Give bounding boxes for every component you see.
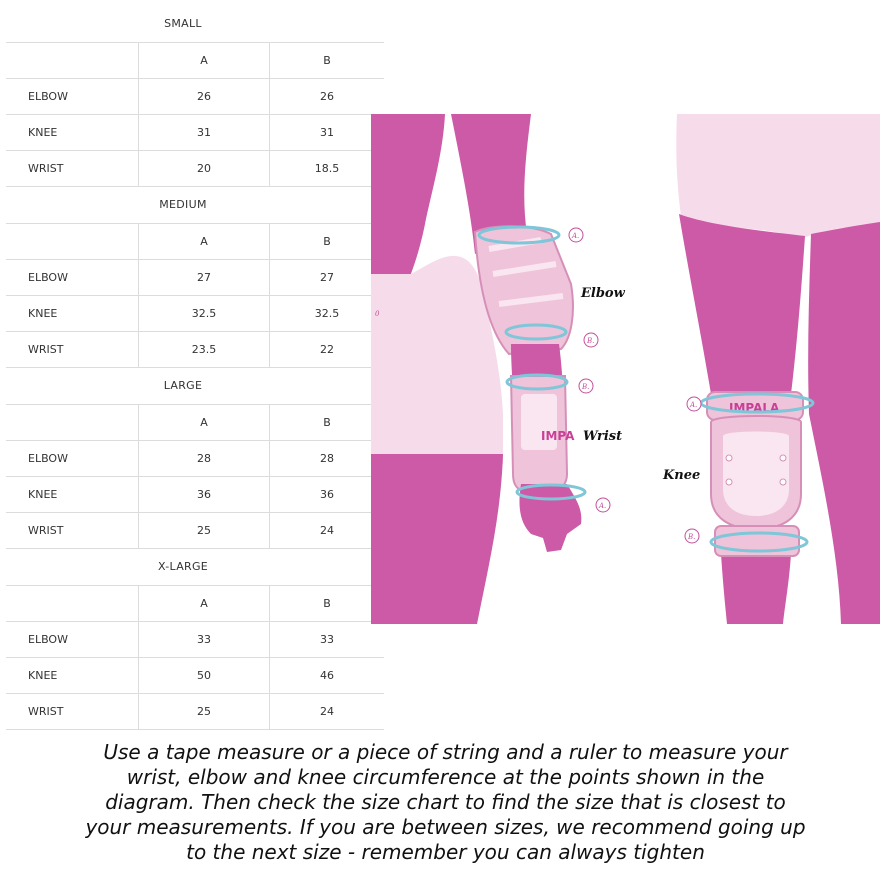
table-row [6, 79, 384, 115]
table-row [6, 622, 384, 658]
value-b: 31 [270, 115, 385, 151]
row-label: ELBOW [6, 622, 139, 658]
value-b: 24 [270, 694, 385, 730]
instruction-line: diagram. Then check the size chart to find the size that is closest to [105, 790, 786, 814]
value-a: 26 [139, 79, 270, 115]
column-header-b: B [270, 43, 385, 79]
size-block-small [6, 6, 360, 187]
row-label: KNEE [6, 115, 139, 151]
size-title: MEDIUM [159, 198, 207, 211]
row-label: ELBOW [6, 441, 139, 477]
svg-text:B.: B. [582, 383, 590, 391]
table-cell [6, 405, 139, 441]
measuring-instructions [10, 740, 881, 865]
value-a: 23.5 [139, 332, 270, 368]
instruction-line: wrist, elbow and knee circumference at the points shown in the [126, 765, 765, 789]
size-chart [6, 6, 360, 730]
marker-b-icon [685, 529, 699, 543]
knee-label: Knee [663, 468, 701, 483]
row-label: WRIST [6, 332, 139, 368]
table-header-row [6, 586, 384, 622]
row-label: WRIST [6, 151, 139, 187]
table-row [6, 332, 384, 368]
value-b: 18.5 [270, 151, 385, 187]
lower-left-leg-shape [721, 554, 791, 624]
svg-text:A.: A. [690, 401, 698, 409]
table-row [6, 296, 384, 332]
value-b: 32.5 [270, 296, 385, 332]
table-cell [6, 43, 139, 79]
wrist-label: Wrist [583, 429, 623, 444]
value-b: 24 [270, 513, 385, 549]
size-title: SMALL [164, 17, 202, 30]
value-b: 33 [270, 622, 385, 658]
size-grid [6, 585, 384, 730]
row-label: WRIST [6, 513, 139, 549]
column-header-a: A [139, 224, 270, 260]
column-header-b: B [270, 405, 385, 441]
table-cell [6, 224, 139, 260]
table-header-row [6, 43, 384, 79]
marker-a-icon [569, 228, 583, 242]
row-label: KNEE [6, 477, 139, 513]
column-header-a: A [139, 43, 270, 79]
value-a: 25 [139, 694, 270, 730]
table-row [6, 658, 384, 694]
column-header-b: B [270, 586, 385, 622]
value-a: 20 [139, 151, 270, 187]
size-block-x-large [6, 549, 360, 730]
value-a: 27 [139, 260, 270, 296]
right-shorts-shape [676, 114, 880, 239]
table-row [6, 115, 384, 151]
value-b: 36 [270, 477, 385, 513]
marker-b-icon [579, 379, 593, 393]
elbow-label: Elbow [581, 286, 625, 301]
table-cell [6, 586, 139, 622]
value-b: 22 [270, 332, 385, 368]
table-row [6, 260, 384, 296]
instruction-line: Use a tape measure or a piece of string and a ruler to measure your [103, 740, 788, 764]
column-header-a: A [139, 405, 270, 441]
svg-text:B.: B. [587, 337, 595, 345]
value-a: 31 [139, 115, 270, 151]
marker-a-icon [687, 397, 701, 411]
knee-pad-inner [723, 432, 789, 517]
value-a: 50 [139, 658, 270, 694]
measurement-diagram [371, 114, 880, 624]
svg-text:B.: B. [688, 533, 696, 541]
size-grid [6, 223, 384, 368]
size-block-medium [6, 187, 360, 368]
marker-a-icon [596, 498, 610, 512]
value-a: 36 [139, 477, 270, 513]
table-row [6, 477, 384, 513]
value-b: 27 [270, 260, 385, 296]
svg-text:A.: A. [599, 502, 607, 510]
row-label: ELBOW [6, 79, 139, 115]
table-row [6, 513, 384, 549]
column-header-a: A [139, 586, 270, 622]
value-a: 33 [139, 622, 270, 658]
row-label: WRIST [6, 694, 139, 730]
size-grid [6, 404, 384, 549]
table-row [6, 441, 384, 477]
column-header-b: B [270, 224, 385, 260]
size-title: LARGE [163, 379, 203, 392]
size-title: X-LARGE [157, 560, 209, 573]
size-grid [6, 42, 384, 187]
knee-pad-brand: IMPALA [729, 401, 780, 415]
value-a: 32.5 [139, 296, 270, 332]
value-b: 26 [270, 79, 385, 115]
wrist-guard-brand: IMPA [541, 429, 575, 443]
marker-b-icon [584, 333, 598, 347]
table-header-row [6, 224, 384, 260]
navel-mark: 0 [375, 310, 380, 318]
table-row [6, 151, 384, 187]
row-label: KNEE [6, 296, 139, 332]
row-label: KNEE [6, 658, 139, 694]
size-block-large [6, 368, 360, 549]
table-header-row [6, 405, 384, 441]
table-row [6, 694, 384, 730]
svg-text:A.: A. [572, 232, 580, 240]
value-b: 46 [270, 658, 385, 694]
value-a: 25 [139, 513, 270, 549]
instruction-line: to the next size - remember you can always tighten [186, 840, 705, 864]
value-a: 28 [139, 441, 270, 477]
row-label: ELBOW [6, 260, 139, 296]
value-b: 28 [270, 441, 385, 477]
instruction-line: your measurements. If you are between sizes, we recommend going up [85, 815, 806, 839]
